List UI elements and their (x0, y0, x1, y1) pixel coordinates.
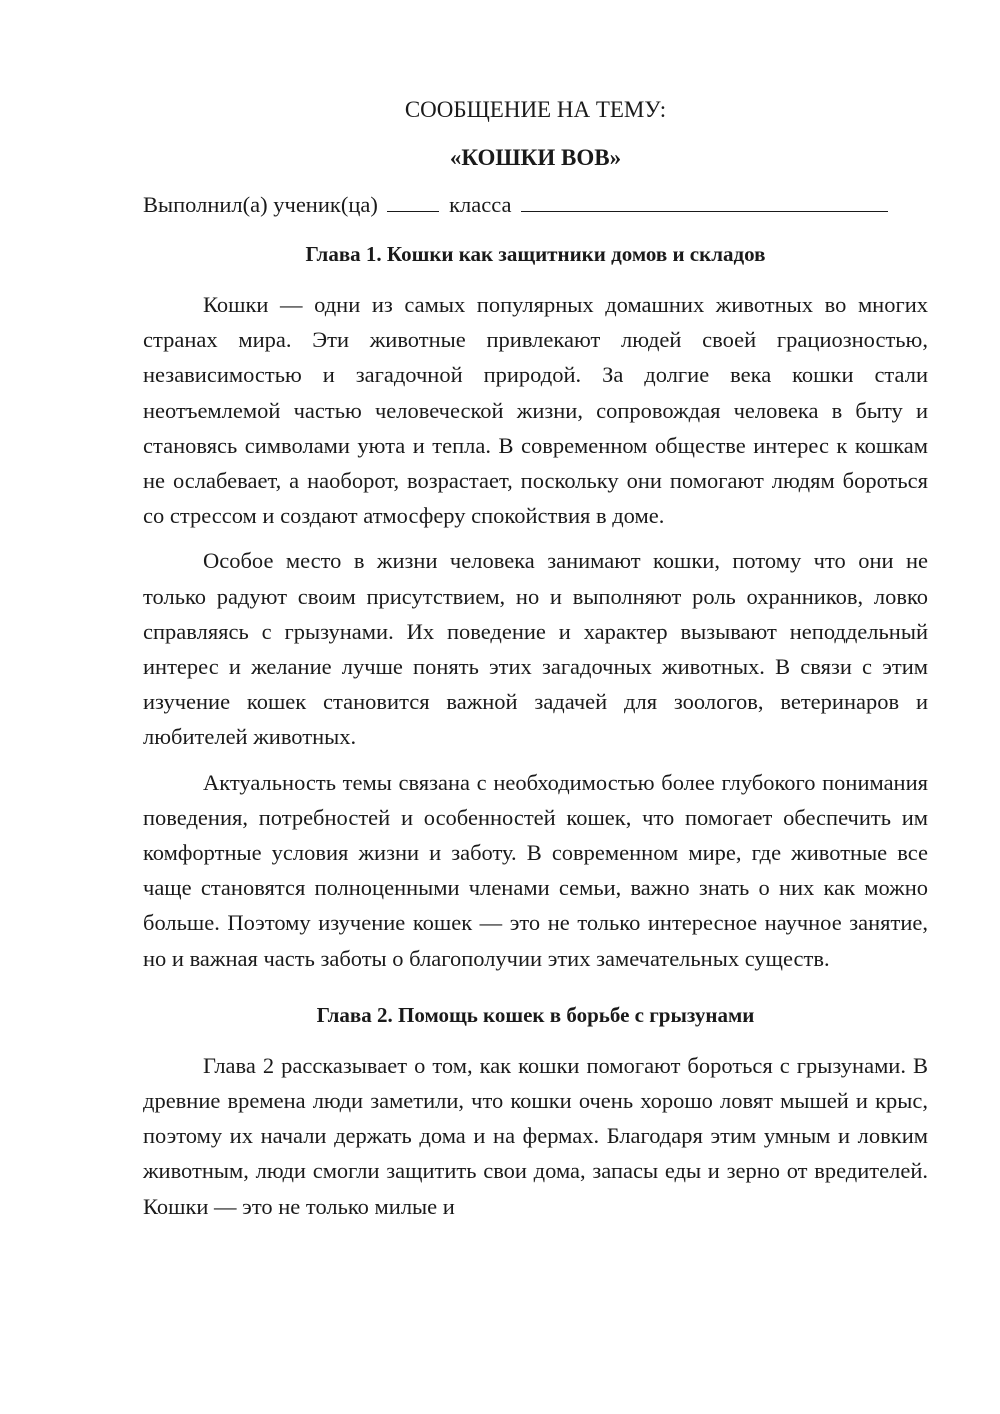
chapter1-paragraph: Кошки — одни из самых популярных домашних животных во многих странах мира. Эти животные привлекают людей своей грациозностью, независимостью и загадочной природой. За долгие века кошки стали неотъемлемой частью человеческой жизни, сопровождая человека в быту и становясь символами уюта и тепла. В современном обществе интерес к кошкам не ослабевает, а наоборот, возрастает, поскольку они помогают людям бороться со стрессом и создают атмосферу спокойствия в доме. (143, 292, 928, 529)
chapter1-paragraph: Актуальность темы связана с необходимостью более глубокого понимания поведения, потребностей и особенностей кошек, что помогает обеспечить им комфортные условия жизни и заботу. В современном мире, где животные все чаще становятся полноценными членами семьи, важно знать о них как можно больше. Поэтому изучение кошек — это не только интересное научное занятие, но и важная часть заботы о благополучии этих замечательных существ. (143, 769, 928, 971)
document-title-topic: «КОШКИ ВОВ» (449, 145, 622, 170)
chapter2-paragraph: Глава 2 рассказывает о том, как кошки помогают бороться с грызунами. В древние времена люди заметили, что кошки очень хорошо ловят мышей и крыс, поэтому их начали держать дома и на фермах. Благодаря этим умным и ловким животным, люди смогли защитить свои дома, запасы еды и зерно от вредителей. Кошки — это не только милые и (143, 1052, 928, 1219)
author-class-label: класса (449, 192, 512, 217)
class-blank-field (387, 185, 439, 212)
chapter1-heading: Глава 1. Кошки как защитники домов и складов (305, 242, 766, 266)
chapter1-paragraph: Особое место в жизни человека занимают кошки, потому что они не только радуют своим присутствием, но и выполняют роль охранников, ловко справляясь с грызунами. Их поведение и характер вызывают неподдельный интерес и желание лучше понять этих загадочных животных. В связи с этим изучение кошек становится важной задачей для зоологов, ветеринаров и любителей животных. (143, 548, 928, 750)
chapter2-heading: Глава 2. Помощь кошек в борьбе с грызунами (316, 1002, 755, 1027)
author-prefix: Выполнил(а) ученик(ца) (143, 192, 378, 217)
document-title-line1: СООБЩЕНИЕ НА ТЕМУ: (404, 97, 667, 122)
document-page (143, 93, 928, 1224)
author-line (143, 185, 928, 222)
name-blank-field (521, 185, 888, 212)
